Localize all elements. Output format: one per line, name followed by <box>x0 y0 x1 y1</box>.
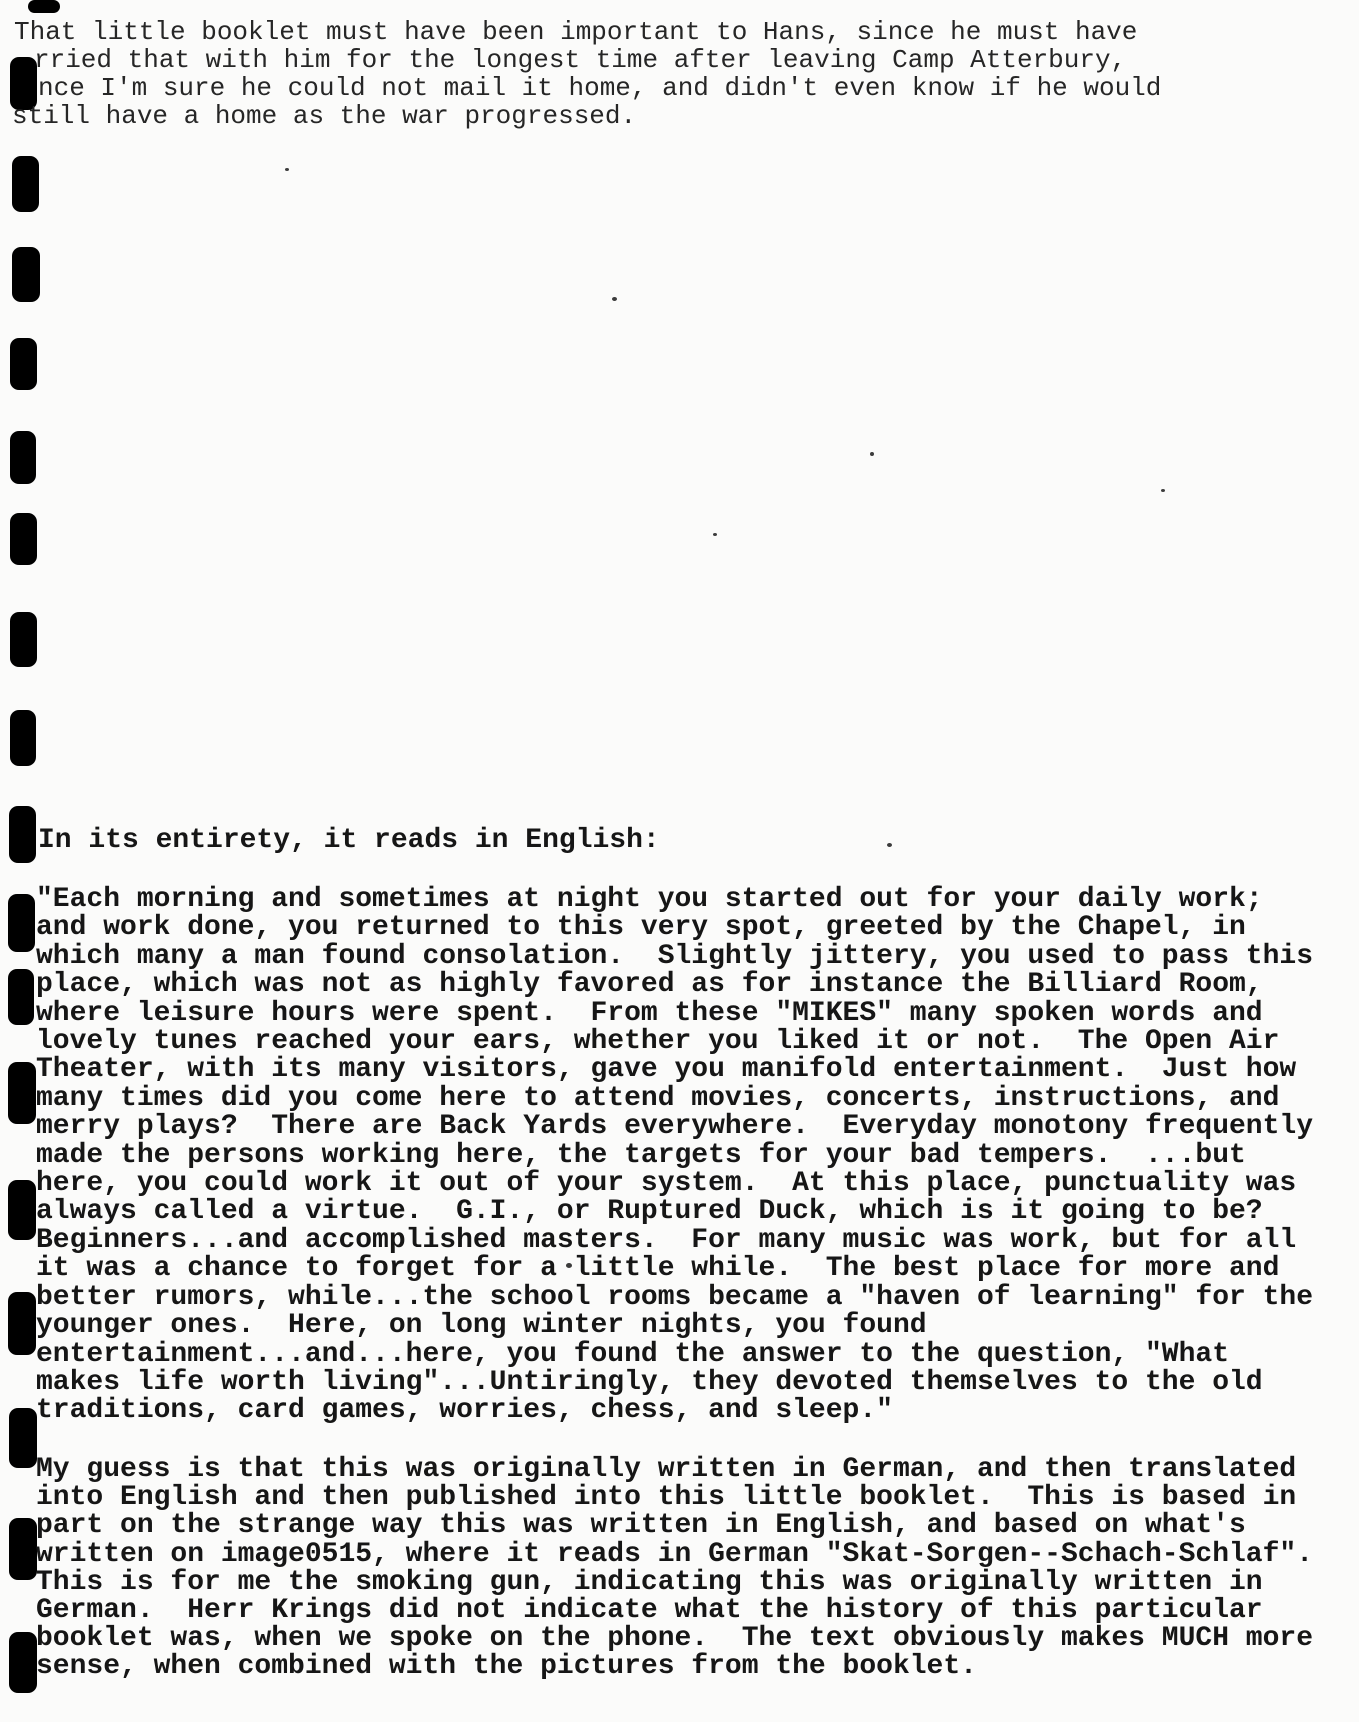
binding-mark <box>10 338 37 390</box>
scan-speck <box>713 533 717 536</box>
binding-mark <box>8 1292 36 1355</box>
text-line: which many a man found consolation. Slightly jittery, you used to pass this <box>36 940 1314 972</box>
text-line: many times did you come here to attend movies, concerts, instructions, and <box>36 1082 1280 1114</box>
scan-speck <box>870 452 874 456</box>
scan-speck <box>887 843 892 847</box>
text-line: where leisure hours were spent. From these "MIKES" many spoken words and <box>36 997 1263 1029</box>
binding-mark <box>9 1518 37 1580</box>
binding-mark <box>10 710 36 766</box>
binding-mark <box>10 612 37 667</box>
scan-speck <box>1161 489 1165 492</box>
binding-mark <box>12 247 40 302</box>
text-line: nce I'm sure he could not mail it home, and didn't even know if he would <box>38 73 1162 103</box>
binding-mark <box>28 0 60 13</box>
text-line: rried that with him for the longest time after leaving Camp Atterbury, <box>34 45 1127 75</box>
commentary-paragraph <box>36 1456 1313 1682</box>
binding-mark <box>10 513 37 565</box>
text-line: and work done, you returned to this very spot, greeted by the Chapel, in <box>36 912 1246 944</box>
binding-mark <box>8 1062 36 1124</box>
text-line: Theater, with its many visitors, gave you manifold entertainment. Just how <box>36 1054 1297 1086</box>
text-line: made the persons working here, the targets for your bad tempers. ...but <box>36 1139 1246 1171</box>
text-line: part on the strange way this was written in English, and based on what's <box>36 1510 1246 1542</box>
binding-mark <box>8 1180 36 1240</box>
text-line: German. Herr Krings did not indicate what the history of this particular <box>36 1595 1263 1627</box>
text-line: written on image0515, where it reads in German "Skat-Sorgen--Schach-Schlaf". <box>36 1538 1314 1570</box>
scan-speck <box>612 297 617 301</box>
text-line: "Each morning and sometimes at night you started out for your daily work; <box>36 884 1263 915</box>
text-line: here, you could work it out of your system. At this place, punctuality was <box>36 1168 1297 1200</box>
text-line: always called a virtue. G.I., or Ruptured Duck, which is it going to be? <box>36 1196 1263 1228</box>
text-line: still have a home as the war progressed. <box>12 101 637 131</box>
binding-mark <box>12 156 39 212</box>
text-line: Beginners...and accomplished masters. For many music was work, but for all <box>36 1224 1297 1256</box>
text-line: traditions, card games, worries, chess, and sleep." <box>36 1395 893 1427</box>
text-line: lovely tunes reached your ears, whether you liked it or not. The Open Air <box>36 1026 1280 1058</box>
section-heading: In its entirety, it reads in English: <box>38 825 660 856</box>
text-line: place, which was not as highly favored as for instance the Billiard Room, <box>36 969 1263 1001</box>
text-line: makes life worth living"...Untiringly, they devoted themselves to the old <box>36 1366 1263 1398</box>
text-line: it was a chance to forget for a little while. The best place for more and <box>36 1253 1280 1285</box>
binding-mark <box>10 431 36 484</box>
binding-mark <box>9 806 36 863</box>
quote-paragraph <box>36 886 1313 1426</box>
binding-mark <box>8 969 34 1025</box>
binding-mark <box>9 1408 37 1468</box>
text-line: merry plays? There are Back Yards everywhere. Everyday monotony frequently <box>36 1111 1314 1143</box>
text-line: better rumors, while...the school rooms became a "haven of learning" for the <box>36 1281 1314 1313</box>
text-line: sense, when combined with the pictures from the booklet. <box>36 1651 977 1683</box>
text-line: booklet was, when we spoke on the phone. The text obviously makes MUCH more <box>36 1623 1314 1655</box>
binding-mark <box>9 1632 37 1693</box>
text-line: My guess is that this was originally written in German, and then translated <box>36 1454 1297 1485</box>
text-line: younger ones. Here, on long winter nights, you found <box>36 1310 927 1342</box>
text-line: into English and then published into this little booklet. This is based in <box>36 1482 1297 1514</box>
intro-paragraph <box>12 18 1161 130</box>
text-line: That little booklet must have been important to Hans, since he must have <box>14 17 1138 47</box>
text-line: This is for me the smoking gun, indicating this was originally written in <box>36 1566 1263 1598</box>
binding-mark <box>8 894 35 952</box>
text-line: entertainment...and...here, you found the answer to the question, "What <box>36 1338 1229 1370</box>
scan-speck <box>285 168 289 171</box>
